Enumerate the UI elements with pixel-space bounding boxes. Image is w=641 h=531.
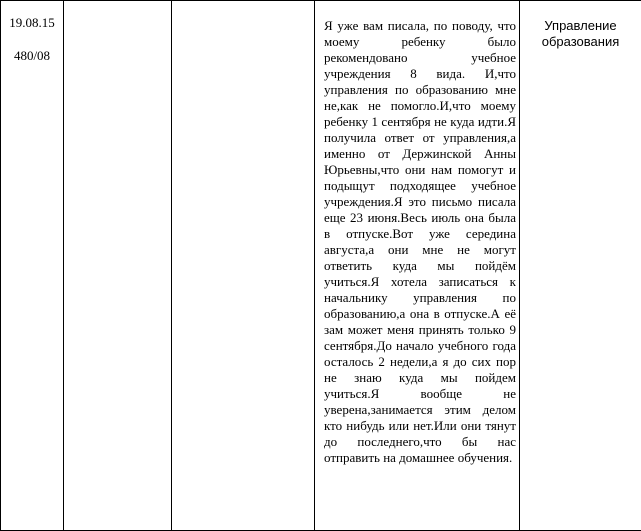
- message-cell: Я уже вам писала, по поводу, что моему ребенку было рекомендовано учебное учреждения 8 вида. И,что управления по образованию мне не,как не помогло.И,что моему ребенку 1 сентября не куда идти.Я получила ответ от управления,а именно от Держинской Анны Юрьевны,что они нам помогут и подыщут подходящее учебное учреждения.Я это письмо писала еще 23 июня.Весь июль она была в отпуске.Вот уже середина августа,а они мне не могут ответить куда мы пойдём учиться.Я хотела записаться к начальнику управления по образованию,а она в отпуске.А её зам может меня принять только 9 сентября.До начало учебного года осталось 2 недели,а я до сих пор не знаю куда мы пойдем учиться.Я вообще не уверена,занимается этим делом кто нибудь или нет.Или они тянут до последнего,что бы нас отправить на домашнее обучения.: [315, 1, 520, 531]
- empty-cell-3: [172, 1, 315, 531]
- record-date: 19.08.15: [9, 15, 55, 30]
- record-number: 480/08: [13, 48, 51, 63]
- empty-cell-2: [64, 1, 172, 531]
- date-cell: [1, 1, 64, 531]
- department-cell: Управление образования: [520, 1, 641, 531]
- table-row: [1, 1, 641, 531]
